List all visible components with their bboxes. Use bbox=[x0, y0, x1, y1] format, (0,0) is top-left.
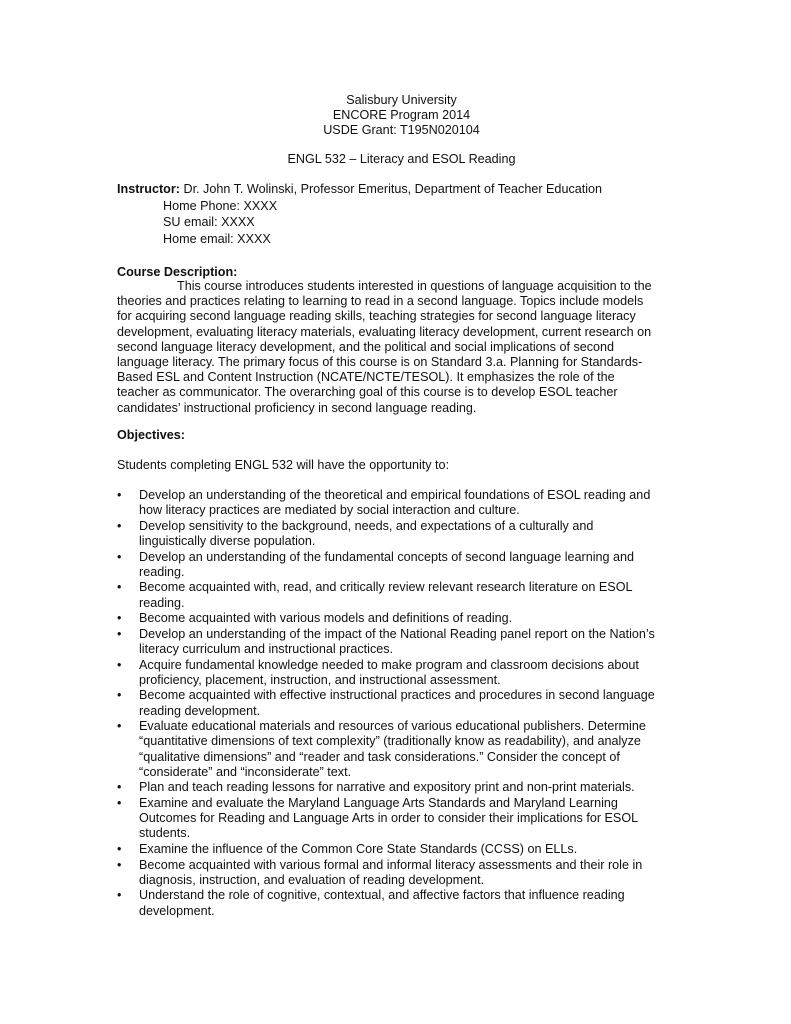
objective-item bbox=[117, 627, 677, 657]
objective-line: Become acquainted with, read, and critically review relevant research literature on ESOL bbox=[139, 580, 633, 595]
objective-item bbox=[117, 519, 677, 549]
objective-line: Evaluate educational materials and resources of various educational publishers. Determine bbox=[139, 719, 646, 734]
objective-item bbox=[117, 842, 677, 857]
description-line: Based ESL and Content Instruction (NCATE/NCTE/TESOL). It emphasizes the role of the bbox=[117, 370, 615, 385]
objective-line: Acquire fundamental knowledge needed to make program and classroom decisions about bbox=[139, 657, 639, 672]
description-line: candidates’ instructional proficiency in second language reading. bbox=[117, 400, 477, 415]
bullet-icon: • bbox=[117, 518, 122, 533]
program-name: ENCORE Program 2014 bbox=[332, 108, 471, 122]
course-description-heading: Course Description: bbox=[117, 265, 238, 279]
objective-line: how literacy practices are mediated by social interaction and culture. bbox=[139, 503, 520, 518]
objective-line: reading. bbox=[139, 564, 185, 579]
objective-item bbox=[117, 688, 677, 718]
objective-line: Outcomes for Reading and Language Arts in order to consider their implications for ESOL bbox=[139, 811, 639, 826]
bullet-icon: • bbox=[117, 626, 122, 641]
instructor-line bbox=[117, 181, 677, 198]
objective-line: “qualitative dimensions” and “reader and task considerations.” Consider the concept of bbox=[139, 749, 620, 764]
instructor-name: Dr. John T. Wolinski, Professor Emeritus, Department of Teacher Education bbox=[183, 182, 603, 196]
objective-item bbox=[117, 488, 677, 518]
instructor-label: Instructor: bbox=[117, 182, 180, 196]
objectives-intro: Students completing ENGL 532 will have the opportunity to: bbox=[117, 458, 450, 472]
description-line: development, evaluating literacy materials, evaluating literacy development, current research on bbox=[117, 324, 652, 339]
description-line: second language literacy development, and the political and social implications of second bbox=[117, 339, 615, 354]
objective-line: proficiency, placement, instruction, and instructional assessment. bbox=[139, 672, 501, 687]
bullet-icon: • bbox=[117, 657, 122, 672]
objective-line: reading. bbox=[139, 595, 185, 610]
objective-line: development. bbox=[139, 903, 215, 918]
objective-line: Develop an understanding of the theoretical and empirical foundations of ESOL reading and bbox=[139, 488, 651, 502]
bullet-icon: • bbox=[117, 780, 122, 795]
bullet-icon: • bbox=[117, 888, 122, 903]
objective-item bbox=[117, 719, 677, 780]
bullet-icon: • bbox=[117, 611, 122, 626]
instructor-block bbox=[117, 181, 677, 247]
bullet-icon: • bbox=[117, 719, 122, 734]
bullet-icon: • bbox=[117, 795, 122, 810]
objective-line: Become acquainted with effective instructional practices and procedures in second language bbox=[139, 688, 655, 703]
objective-item bbox=[117, 780, 677, 795]
objective-item bbox=[117, 611, 677, 626]
objective-line: “considerate” and “inconsiderate” text. bbox=[139, 764, 352, 779]
objective-line: Develop an understanding of the fundamental concepts of second language learning and bbox=[139, 549, 635, 564]
objective-line: “quantitative dimensions of text complexity” (traditionally know as readability), and analyze bbox=[139, 734, 641, 749]
objectives-heading: Objectives: bbox=[117, 428, 185, 442]
objective-item bbox=[117, 550, 677, 580]
bullet-icon: • bbox=[117, 488, 122, 502]
bullet-icon: • bbox=[117, 549, 122, 564]
description-line: teacher as communicator. The overarching goal of this course is to develop ESOL teacher bbox=[117, 385, 618, 400]
course-description-body bbox=[117, 279, 677, 416]
objective-line: reading development. bbox=[139, 703, 261, 718]
su-email: SU email: XXXX bbox=[163, 215, 255, 229]
description-line: for acquiring second language reading skills, teaching strategies for second language literacy bbox=[117, 309, 636, 324]
university-name: Salisbury University bbox=[346, 93, 457, 107]
bullet-icon: • bbox=[117, 688, 122, 703]
objective-line: Understand the role of cognitive, contextual, and affective factors that influence reading bbox=[139, 888, 625, 903]
bullet-icon: • bbox=[117, 841, 122, 856]
objective-line: students. bbox=[139, 826, 191, 841]
objective-line: Develop an understanding of the impact of the National Reading panel report on the Nation’s bbox=[139, 626, 655, 641]
objective-line: literacy curriculum and instructional practices. bbox=[139, 641, 394, 656]
objective-item bbox=[117, 658, 677, 688]
objective-item bbox=[117, 888, 677, 918]
objective-line: Examine the influence of the Common Core State Standards (CCSS) on ELLs. bbox=[139, 841, 578, 856]
course-title: ENGL 532 – Literacy and ESOL Reading bbox=[287, 152, 516, 166]
bullet-icon: • bbox=[117, 580, 122, 595]
objective-line: diagnosis, instruction, and evaluation of reading development. bbox=[139, 872, 485, 887]
objective-line: Examine and evaluate the Maryland Language Arts Standards and Maryland Learning bbox=[139, 795, 618, 810]
description-line: language literacy. The primary focus of this course is on Standard 3.a. Planning for Standards- bbox=[117, 355, 643, 370]
objective-line: Develop sensitivity to the background, needs, and expectations of a culturally and bbox=[139, 518, 594, 533]
document-header bbox=[0, 93, 791, 138]
grant-number: USDE Grant: T195N020104 bbox=[323, 123, 480, 137]
objective-item bbox=[117, 796, 677, 842]
objective-line: linguistically diverse population. bbox=[139, 534, 316, 548]
objective-item bbox=[117, 580, 677, 610]
objective-item bbox=[117, 858, 677, 888]
objective-line: Become acquainted with various models and definitions of reading. bbox=[139, 611, 513, 626]
objective-line: Become acquainted with various formal and informal literacy assessments and their role in bbox=[139, 857, 643, 872]
objectives-list bbox=[117, 488, 677, 919]
description-line: theories and practices relating to learning to read in a second language. Topics include models bbox=[117, 294, 644, 309]
objective-line: Plan and teach reading lessons for narrative and expository print and non-print materials. bbox=[139, 780, 635, 795]
bullet-icon: • bbox=[117, 857, 122, 872]
home-phone: Home Phone: XXXX bbox=[163, 198, 278, 213]
description-line: This course introduces students interested in questions of language acquisition to the bbox=[177, 279, 652, 293]
home-email: Home email: XXXX bbox=[163, 231, 271, 246]
